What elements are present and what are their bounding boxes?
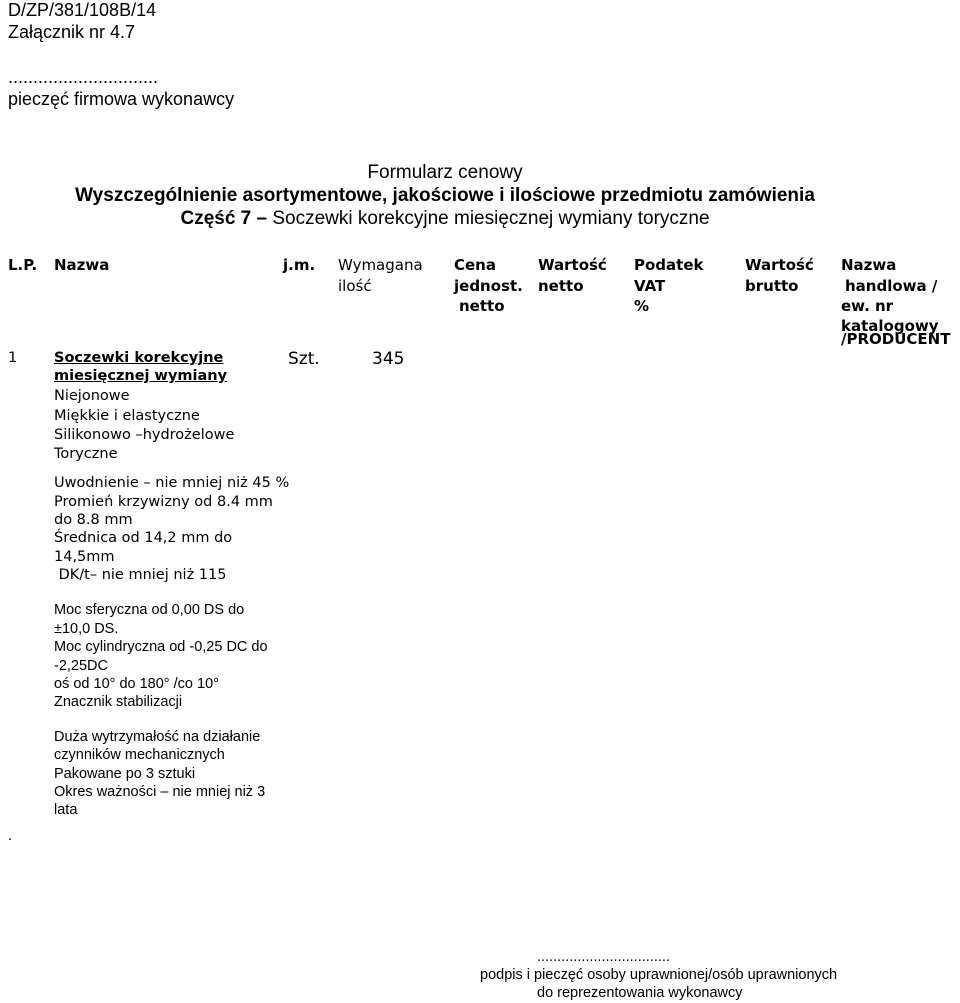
part-name: Soczewki korekcyjne miesięcznej wymiany toryczne (272, 208, 710, 229)
row-spec-line: do 8.8 mm (54, 512, 133, 528)
row-desc-line: Toryczne (54, 446, 118, 462)
signature-dots: ................................. (537, 949, 670, 965)
header-ilosc-1: Wymagana (338, 256, 423, 274)
row-spec-line: DK/t– nie mniej niż 115 (54, 567, 227, 583)
row-spec-line: Znacznik stabilizacji (54, 694, 183, 710)
document-reference: D/ZP/381/108B/14 (8, 0, 157, 20)
header-wartosc-brutto-1: Wartość (745, 256, 814, 274)
attachment-number: Załącznik nr 4.7 (8, 22, 136, 42)
row-desc-line: Silikonowo –hydrożelowe (54, 427, 235, 443)
part-number: Część 7 (180, 208, 252, 229)
row-spec-line: Średnica od 14,2 mm do (54, 530, 233, 546)
header-katalog-4: katalogowy (841, 317, 939, 335)
header-wartosc-brutto-2: brutto (745, 277, 799, 295)
trailing-dot: . (8, 827, 13, 844)
header-wartosc-netto-2: netto (538, 277, 584, 295)
header-cena-3: netto (459, 297, 505, 315)
row-spec-line: lata (54, 802, 78, 818)
row-lp: 1 (8, 350, 18, 366)
row-spec-line: Pakowane po 3 sztuki (54, 766, 196, 782)
header-lp: L.P. (8, 256, 38, 274)
row-spec-line: czynników mechanicznych (54, 747, 225, 763)
row-quantity: 345 (372, 349, 405, 369)
row-spec-line: Uwodnienie – nie mniej niż 45 % (54, 475, 290, 491)
header-cena-2: jednost. (454, 277, 523, 295)
row-name-line-2: miesięcznej wymiany (54, 368, 228, 384)
row-spec-line: Duża wytrzymałość na działanie (54, 729, 261, 745)
stamp-placeholder-dots: .............................. (8, 67, 159, 87)
header-katalog-2: handlowa / (845, 277, 938, 295)
row-spec-line: 14,5mm (54, 549, 115, 565)
header-jm: j.m. (283, 256, 316, 274)
header-vat-1: Podatek (634, 256, 704, 274)
header-vat-3: % (634, 297, 650, 315)
row-desc-line: Miękkie i elastyczne (54, 408, 200, 424)
form-title: Formularz cenowy (367, 162, 523, 183)
row-spec-line: Moc cylindryczna od -0,25 DC do (54, 639, 268, 655)
part-dash: – (251, 208, 273, 229)
header-katalog-1: Nazwa (841, 256, 897, 274)
row-spec-line: -2,25DC (54, 658, 108, 674)
row-name-line-1: Soczewki korekcyjne (54, 350, 224, 366)
header-katalog-3: ew. nr (841, 297, 894, 315)
row-spec-line: Okres ważności – nie mniej niż 3 (54, 784, 266, 800)
row-spec-line: oś od 10° do 180° /co 10° (54, 676, 219, 692)
header-katalog-5: /PRODUCENT (841, 330, 951, 348)
header-vat-2: VAT (634, 277, 666, 295)
signature-label-line-2: do reprezentowania wykonawcy (537, 985, 743, 1001)
stamp-label: pieczęć firmowa wykonawcy (8, 89, 235, 109)
header-ilosc-2: ilość (338, 277, 372, 295)
part-title (0, 207, 890, 231)
row-spec-line: ±10,0 DS. (54, 621, 119, 637)
header-nazwa: Nazwa (54, 256, 110, 274)
header-wartosc-netto-1: Wartość (538, 256, 607, 274)
row-spec-line: Moc sferyczna od 0,00 DS do (54, 602, 245, 618)
row-spec-line: Promień krzywizny od 8.4 mm (54, 494, 273, 510)
signature-label-line-1: podpis i pieczęć osoby uprawnionej/osób uprawnionych (480, 967, 838, 983)
row-unit: Szt. (288, 349, 320, 369)
row-desc-line: Niejonowe (54, 388, 130, 404)
header-cena-1: Cena (454, 256, 496, 274)
form-subtitle: Wyszczególnienie asortymentowe, jakościowe i ilościowe przedmiotu zamówienia (75, 185, 815, 206)
